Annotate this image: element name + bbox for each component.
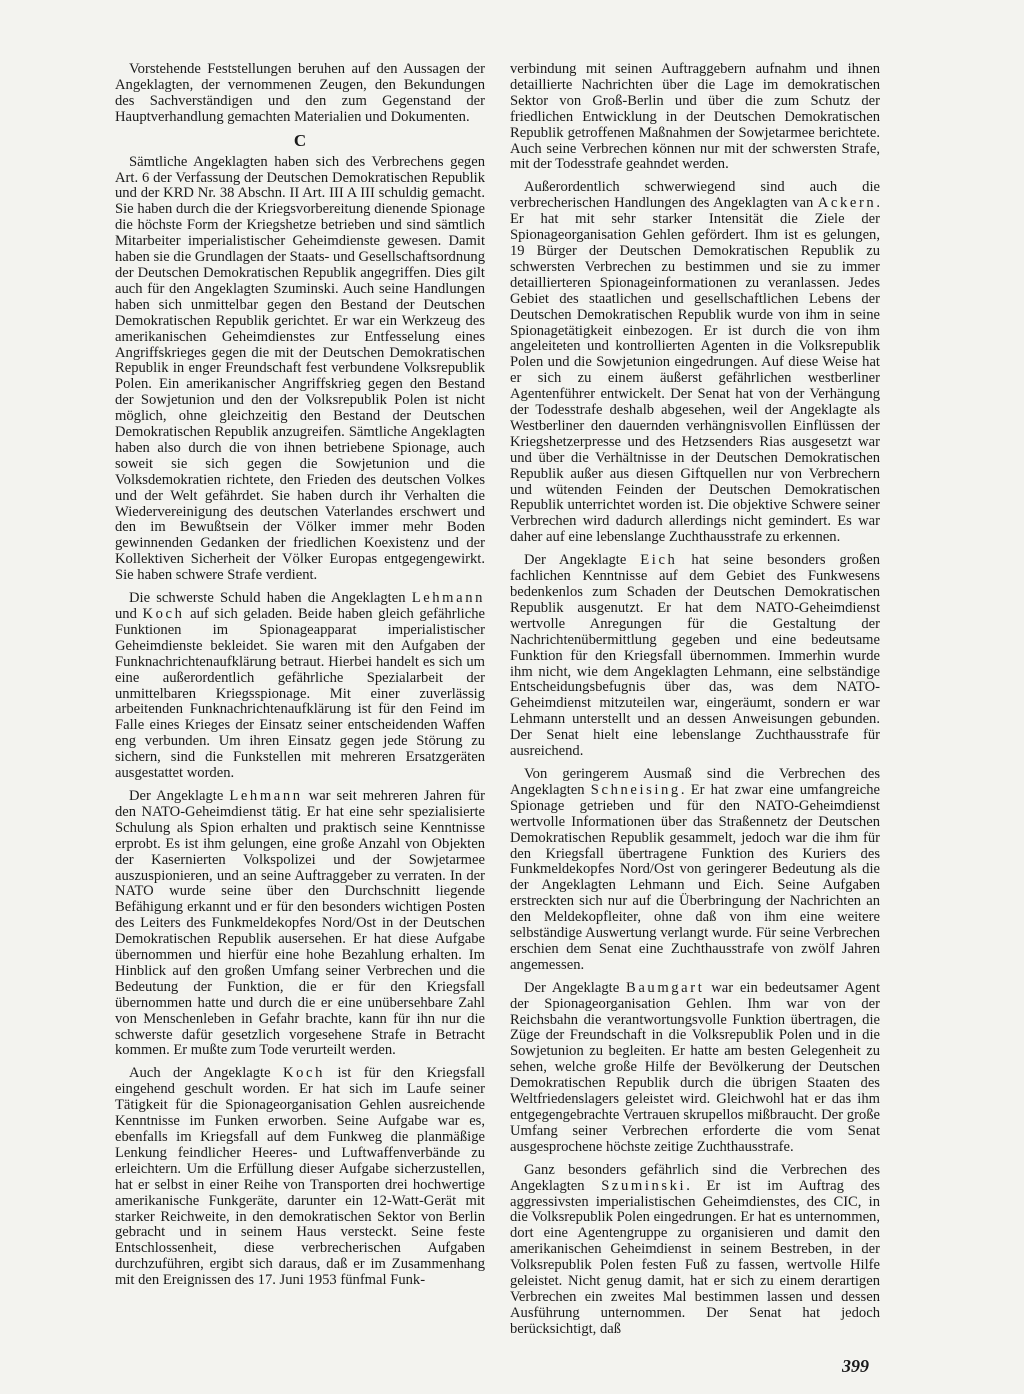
left-column (115, 62, 485, 1289)
paragraph (115, 591, 485, 782)
paragraph: Vorstehende Feststellungen beruhen auf den Aussagen der Angeklagten, der vernommenen Zeugen, den Bekundungen des Sachverständigen und den zum Gegenstand der Hauptverhandlung gemachten Materialien und Dokumenten. (115, 61, 485, 125)
text-run: ist für den Kriegsfall eingehend geschult worden. Er hat sich im Laufe seiner Tätigkeit für die Spionageorganisation Gehlen ausreichende Kenntnisse im Funken erworben. Seine Aufgabe war es, ebenfalls im Kriegsfall auf dem Funkweg die planmäßige Lenkung feindlicher Heeres- und Luftwaffenverbände zu erleichtern. Um die Erfüllung dieser Aufgabe sicherzustellen, hat er selbst in einer Reihe von Transporten drei hochwertige amerikanische Funkgeräte, darunter ein 12-Watt-Gerät mit starker Reichweite, in den demokratischen Sektor von Berlin gebracht und in seinem Haus versteckt. Seine feste Entschlossenheit, diese verbrecherischen Aufgaben durchzuführen, ergibt sich daraus, daß er im Zusammenhang mit den Ereignissen des 17. Juni 1953 fünfmal Funk- (115, 1065, 485, 1289)
text-run: Der Angeklagte (524, 552, 641, 569)
paragraph (115, 1066, 485, 1289)
paragraph (510, 553, 880, 760)
text-run: . Er hat zwar eine umfangreiche Spionage getrieben und für den NATO-Geheimdienst wertvolle Informationen über das Straßennetz der Deutschen Demokratischen Republik gesammelt, jedoch war die ihm für den Kriegsfall übertragene Funktion des Kuriers des Funkmeldekopfes Nord/Ost von geringerer Bedeutung als die der Angeklagten Lehmann und Eich. Seine Aufgaben erstreckten sich nur auf die Überbringung der Nachrichten an den Meldekopfleiter, ohne daß von ihm eine weitere selbständige Auswertung verlangt wurde. Für seine Verbrechen erschien dem Senat eine Zuchthausstrafe von zwölf Jahren angemessen. (510, 781, 880, 973)
paragraph (510, 981, 880, 1156)
paragraph (115, 789, 485, 1059)
text-run: war seit mehreren Jahren für den NATO-Geheimdienst tätig. Er hat eine sehr spezialisierte Schulung als Spion erhalten und praktisch seine Kenntnisse erprobt. Es ist ihm gelungen, eine große Anzahl von Objekten der Kasernierten Volkspolizei und der Sowjetarmee auszuspionieren, und an seine Auftraggeber zu verraten. In der NATO wurde seine über den Durchschnitt liegende Befähigung erkannt und er für den besonders wichtigen Posten des Leiters des Funkmeldekopfes Nord/Ost in der Deutschen Demokratischen Republik ausersehen. Er hat diese Aufgabe übernommen und hierfür eine hohe Bezahlung erhalten. Im Hinblick auf den großen Umfang seiner Verbrechen und die Bedeutung der Funktion, die er für den Kriegsfall übernommen hatte und durch die er eine unübersehbare Zahl von Menschenleben in Gefahr brachte, kann für ihn nur die schwerste dafür gesetzlich vorgesehene Strafe in Betracht kommen. Er mußte zum Tode verurteilt werden. (115, 787, 485, 1059)
paragraph (510, 180, 880, 546)
text-run: und (115, 606, 143, 622)
defendant-name: Koch (142, 606, 185, 622)
defendant-name: Schneising (590, 781, 681, 798)
paragraph: Sämtliche Angeklagten haben sich des Verbrechens gegen Art. 6 der Verfassung der Deutschen Demokratischen Republik und der KRD Nr. 38 Abschn. II Art. III A III schuldig gemacht. Sie haben durch die der Kriegsvorbereitung dienende Spionage die höchste Form der Kriegshetze betrieben und sind sämtlich Mitarbeiter imperialistischer Geheimdienste gewesen. Damit haben sie die Grundlagen der Staats- und Gesellschaftsordnung der Deutschen Demokratischen Republik angegriffen. Dies gilt auch für den Angeklagten Szuminski. Auch seine Handlungen haben sich unmittelbar gegen den Bestand der Deutschen Demokratischen Republik gerichtet. Er war ein Werkzeug des amerikanischen Geheimdienstes zur Entfesselung eines Angriffskrieges gegen die mit der Deutschen Demokratischen Republik in enger Freundschaft fest verbundene Volksrepublik Polen. Ein amerikanischer Angriffskrieg gegen den Bestand der Sowjetunion und den der Volksrepublik Polen ist nicht möglich, ohne gleichzeitig den Bestand der Deutschen Demokratischen Republik anzugreifen. Sämtliche Angeklagten haben also durch die von ihnen betriebene Spionage, auch soweit sie sich gegen die Sowjetunion und die Volksdemokratien richtete, den Frieden des deutschen Volkes und der Welt gefährdet. Sie haben durch ihr Verhalten die Wiedervereinigung des deutschen Vaterlandes erschwert und den im Bewußtsein der Völker immer mehr Boden gewinnenden Gedanken der friedlichen Koexistenz und der Kollektiven Sicherheit der Völker Europas entgegengewirkt. Sie haben schwere Strafe verdient. (115, 153, 486, 584)
text-run: Der Angeklagte (129, 787, 230, 804)
text-run: Der Angeklagte (524, 979, 627, 996)
text-run: . Er ist im Auftrag des aggressivsten imperialistischen Geheimdienstes, des CIC, in die Volksrepublik Polen eingedrungen. Er hat es unternommen, dort eine Agentengruppe zu organisieren und damit den amerikanischen Geheimdienst in seinem Bestreben, in der Volksrepublik Polen festen Fuß zu fassen, wertvolle Hilfe geleistet. Nicht genug damit, hat er sich zu einem derartigen Verbrechen ein zweites Mal bestimmen lassen und dessen Ausführung unternommen. Der Senat hat jedoch berücksichtigt, daß (510, 1177, 880, 1337)
defendant-name: Ackern (817, 195, 877, 212)
text-run: hat seine besonders großen fachlichen Kenntnisse auf dem Gebiet des Funkwesens bedenkenlos zum Schaden der Deutschen Demokratischen Republik ausgenutzt. Er hat dem NATO-Geheimdienst wertvolle Anregungen für die Gestaltung der Nachrichtenübermittlung gegeben und eine bedeutsame Funktion für den Kriegsfall übernommen. Immerhin wurde ihm nicht, wie dem Angeklagten Lehmann, eine selbständige Entscheidungsbefugnis über das, was dem NATO-Geheimdienst mitzuteilen war, eingeräumt, sondern er war Lehmann unterstellt und an dessen Anweisungen gebunden. Der Senat hielt eine lebenslange Zuchthausstrafe für ausreichend. (510, 552, 881, 760)
defendant-name: Baumgart (626, 979, 705, 996)
page-number: 399 (842, 1356, 869, 1376)
right-column (510, 62, 880, 1338)
text-run: Ganz besonders gefährlich sind die Verbrechen des Angeklagten (510, 1161, 880, 1194)
text-run: Von geringerem Ausmaß sind die Verbrechen des Angeklagten (510, 765, 880, 798)
defendant-name: Lehmann (411, 590, 485, 607)
text-run: Die schwerste Schuld haben die Angeklagten (129, 590, 412, 607)
text-run: Auch der Angeklagte (129, 1065, 284, 1082)
paragraph (510, 767, 880, 974)
defendant-name: Koch (283, 1065, 326, 1082)
text-run: Außerordentlich schwerwiegend sind auch die verbrecherischen Handlungen des Angeklagten van (510, 179, 880, 212)
defendant-name: Eich (640, 552, 678, 569)
defendant-name: Lehmann (229, 787, 303, 804)
text-run: . Er hat mit sehr starker Intensität die Ziele der Spionageorganisation Gehlen gefördert. Ihm ist es gelungen, 19 Bürger der Deutschen Demokratischen Republik zu schwersten Verbrechen zu bestimmen und sie zu immer detaillierteren Spionageinformationen zu veranlassen. Jedes Gebiet des staatlichen und gesellschaftlichen Lebens der Deutschen Demokratischen Republik wurde von ihm in seine Spionagetätigkeit einbezogen. Er ist durch die von ihm angeleiteten und kontrollierten Agenten in die Volksrepublik Polen und die Sowjetunion eingedrungen. Auf diese Weise hat er sich zu einem äußerst gefährlichen westberliner Agentenführer entwickelt. Der Senat hat von der Verhängung der Todesstrafe deshalb abgesehen, weil der Angeklagte als Westberliner den dauernden verhängnisvollen Einflüssen der Kriegshetzerpresse und des Hetzsenders Rias ausgesetzt war und über die Verhältnisse in der Deutschen Demokratischen Republik außer aus diesen Giftquellen nur von Verbrechern und wütenden Feinden der Deutschen Demokratischen Republik unterrichtet worden ist. Die objektive Schwere seiner Verbrechen wird dadurch allerdings nicht gemindert. Es war daher auf eine lebenslange Zuchthausstrafe zu erkennen. (510, 195, 880, 546)
text-run: war ein bedeutsamer Agent der Spionageorganisation Gehlen. Ihm war von der Reichsbahn die verantwortungsvolle Funktion übertragen, die Züge der Freundschaft in die Volksrepublik Polen und in die Sowjetunion zu begleiten. Er hatte am besten Gelegenheit zu sehen, welche große Hilfe der Bevölkerung der Deutschen Demokratischen Republik durch die übrigen Staaten des Weltfriedenslagers geleistet wird. Gleichwohl hat er das ihm entgegengebrachte Vertrauen skrupellos mißbraucht. Der große Umfang seiner Verbrechen erforderte die vom Senat ausgesprochene höchste zeitige Zuchthausstrafe. (510, 979, 881, 1155)
paragraph (510, 1163, 880, 1338)
defendant-name: Szuminski (601, 1177, 687, 1194)
section-heading: C (293, 130, 307, 150)
text-run: auf sich geladen. Beide haben gleich gefährliche Funktionen im Spionageapparat imperialistischer Geheimdienste bekleidet. Sie waren mit den Aufgaben der Funknachrichtenaufklärung betraut. Hierbei handelt es sich um eine außerordentlich gefährliche Spezialarbeit der unmittelbaren Kriegsspionage. Mit einer zuverlässig arbeitenden Funknachrichtenaufklärung ist für den Feind im Falle eines Krieges der Einsatz seiner entscheidenden Waffen eng verbunden. Um ihren Einsatz gegen jede Störung zu sichern, sind die Funkstellen mit mehreren Ersatzgeräten ausgestattet worden. (115, 606, 485, 782)
paragraph: verbindung mit seinen Auftraggebern aufnahm und ihnen detaillierte Nachrichten über die Lage im demokratischen Sektor von Groß-Berlin und über die zum Schutz der friedlichen Entwicklung in der Deutschen Demokratischen Republik getroffenen Maßnahmen der Sowjetarmee berichtete. Auch seine Verbrechen können nur mit der schwersten Strafe, mit der Todesstrafe geahndet werden. (510, 61, 880, 173)
